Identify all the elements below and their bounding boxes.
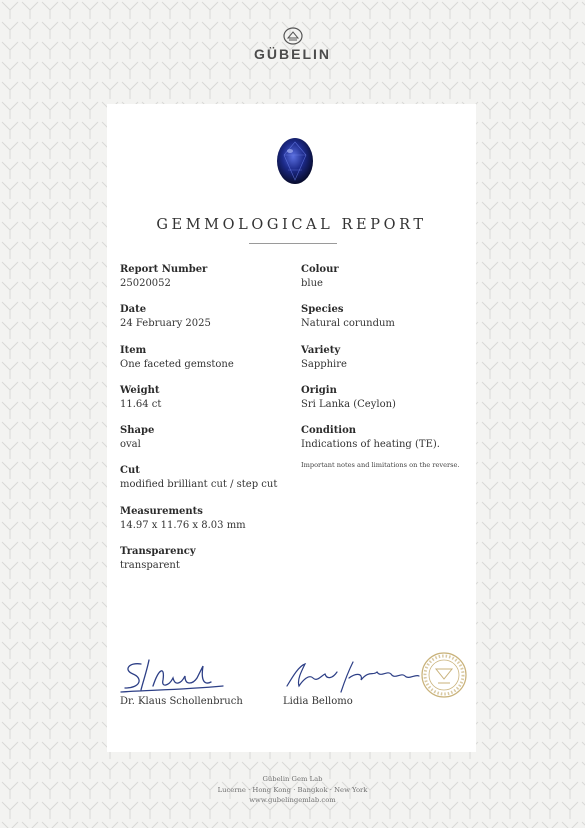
signature-schollenbruch-image bbox=[119, 656, 229, 696]
gubelin-emblem-icon bbox=[282, 26, 304, 46]
field-label: Measurements bbox=[120, 506, 203, 517]
field-label: Variety bbox=[301, 345, 341, 356]
field-value: transparent bbox=[120, 560, 180, 571]
report-title: GEMMOLOGICAL REPORT bbox=[156, 217, 427, 233]
field-label: Transparency bbox=[120, 546, 196, 557]
brand-header bbox=[0, 26, 585, 62]
footer-website[interactable]: www.gubelingemlab.com bbox=[249, 796, 336, 804]
signature-bellomo-image bbox=[283, 656, 423, 696]
field-label: Condition bbox=[301, 425, 357, 436]
brand-name: GÜBELIN bbox=[254, 46, 331, 62]
field-label: Item bbox=[120, 345, 147, 356]
field-value: Indications of heating (TE). bbox=[301, 439, 440, 450]
field-date bbox=[120, 303, 295, 331]
field-label: Origin bbox=[301, 385, 337, 396]
field-species bbox=[301, 303, 476, 331]
field-label: Cut bbox=[120, 465, 140, 476]
field-origin bbox=[301, 384, 476, 412]
field-value: Natural corundum bbox=[301, 318, 395, 329]
field-label: Date bbox=[120, 304, 147, 315]
field-value: modified brilliant cut / step cut bbox=[120, 479, 278, 490]
field-cut bbox=[120, 464, 295, 492]
field-label: Weight bbox=[120, 385, 160, 396]
field-value: 14.97 x 11.76 x 8.03 mm bbox=[120, 520, 246, 531]
gubelin-seal-icon bbox=[420, 651, 468, 699]
title-divider bbox=[249, 243, 337, 244]
field-colour bbox=[301, 263, 476, 291]
signatory-name: Lidia Bellomo bbox=[283, 696, 353, 707]
field-value: 11.64 ct bbox=[120, 399, 162, 410]
field-value: blue bbox=[301, 278, 323, 289]
field-item bbox=[120, 344, 295, 372]
field-label: Shape bbox=[120, 425, 155, 436]
field-weight bbox=[120, 384, 295, 412]
field-value: One faceted gemstone bbox=[120, 359, 234, 370]
sapphire-gem-image bbox=[276, 137, 314, 185]
field-condition bbox=[301, 424, 476, 452]
footer bbox=[0, 774, 585, 806]
field-value: Sapphire bbox=[301, 359, 347, 370]
field-label: Report Number bbox=[120, 264, 208, 275]
field-label: Colour bbox=[301, 264, 339, 275]
field-value: Sri Lanka (Ceylon) bbox=[301, 399, 396, 410]
field-value: 25020052 bbox=[120, 278, 171, 289]
field-measurements bbox=[120, 505, 295, 533]
field-variety bbox=[301, 344, 476, 372]
field-label: Species bbox=[301, 304, 344, 315]
field-report-number bbox=[120, 263, 295, 291]
field-transparency bbox=[120, 545, 295, 573]
field-shape bbox=[120, 424, 295, 452]
footer-locations: Lucerne · Hong Kong · Bangkok · New York bbox=[217, 785, 368, 794]
reverse-note: Important notes and limitations on the reverse. bbox=[301, 461, 460, 469]
footer-company: Gübelin Gem Lab bbox=[262, 775, 323, 783]
field-value: oval bbox=[120, 439, 141, 450]
signatory-name: Dr. Klaus Schollenbruch bbox=[120, 696, 243, 707]
report-card bbox=[107, 104, 476, 752]
field-value: 24 February 2025 bbox=[120, 318, 211, 329]
